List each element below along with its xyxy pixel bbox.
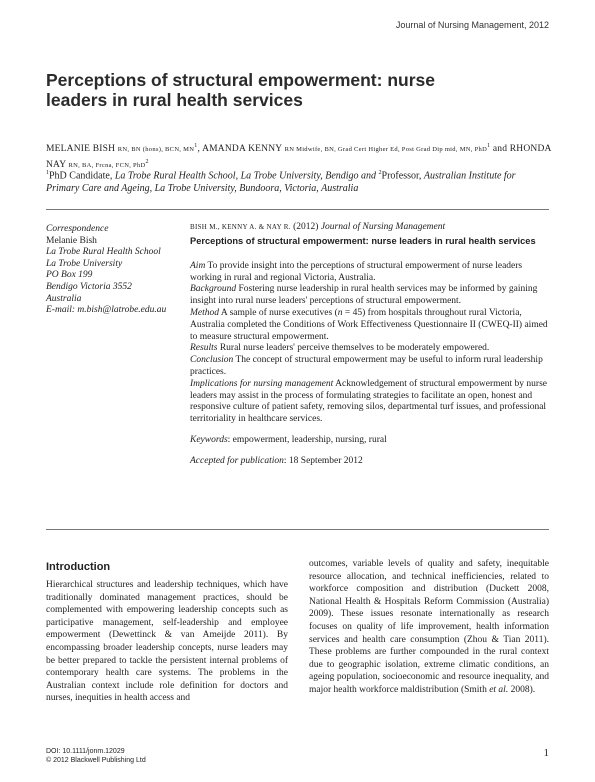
correspondence-line: Bendigo Victoria 3552 bbox=[46, 281, 132, 292]
citation-authors: BISH M., KENNY A. & NAY R. bbox=[190, 223, 291, 231]
abstract-results bbox=[190, 343, 550, 355]
section-label: Implications for nursing management bbox=[190, 378, 334, 389]
accepted-date bbox=[190, 456, 550, 468]
abstract-background bbox=[190, 284, 550, 308]
doi: DOI: 10.1111/jonm.12029 bbox=[46, 748, 125, 755]
divider bbox=[46, 529, 549, 530]
abstract-method bbox=[190, 308, 550, 343]
affiliation-institution: La Trobe Rural Health School, La Trobe University, Bendigo and bbox=[114, 170, 379, 182]
section-label: Results bbox=[190, 343, 218, 354]
abstract-title: Perceptions of structural empowerment: nurse leaders in rural health services bbox=[190, 235, 536, 246]
citation-year: (2012) bbox=[293, 222, 319, 232]
page-number: 1 bbox=[543, 747, 549, 759]
affiliation-marker: 2 bbox=[378, 170, 382, 176]
correspondence-heading: Correspondence bbox=[46, 224, 109, 234]
abstract-conclusion bbox=[190, 355, 550, 379]
affiliation-role: Professor, bbox=[381, 170, 424, 182]
abstract-body bbox=[190, 261, 550, 426]
affiliation-marker: 1 bbox=[194, 143, 198, 149]
author-name: AMANDA KENNY bbox=[202, 144, 282, 155]
section-label: Conclusion bbox=[190, 355, 234, 366]
author-credentials: RN Midwife, BN, Grad Cert Higher Ed, Post Grad Dip mid, MN, PhD bbox=[284, 146, 488, 154]
affiliation-marker: 2 bbox=[145, 159, 149, 166]
author-conjunction: and bbox=[492, 144, 508, 155]
body-column-right bbox=[309, 558, 549, 697]
abstract-aim bbox=[190, 261, 550, 285]
correspondence-line: PO Box 199 bbox=[46, 270, 93, 281]
correspondence-line: Australia bbox=[46, 293, 82, 304]
keywords bbox=[190, 435, 550, 447]
author-name: MELANIE BISH bbox=[46, 144, 116, 155]
author-credentials: RN, BN (hons), BCN, MN bbox=[117, 146, 195, 154]
section-text: A sample of nurse executives ( bbox=[220, 307, 338, 318]
keywords-label: Keywords bbox=[190, 434, 228, 445]
abstract-implications bbox=[190, 379, 550, 426]
section-text: = 45) from hospitals throughout rural Victoria, Australia completed the Conditions of Work Effectiveness Questionnaire II (CWEQ-II) aimed to measure structural empowerment. bbox=[190, 307, 548, 342]
section-text: Acknowledgement of structural empowerment by nurse leaders may assist in the process of formulating strategies to facilitate an open, honest and responsive culture of patient safety, removing silos, departmental turf issues, and professional territoriality in healthcare services. bbox=[190, 378, 547, 425]
accepted-text: : 18 September 2012 bbox=[283, 455, 363, 466]
affiliation-marker: 1 bbox=[46, 170, 49, 176]
affiliations bbox=[46, 167, 546, 195]
accepted-label: Accepted for publication bbox=[190, 455, 284, 466]
body-text: 2008). bbox=[508, 684, 536, 695]
correspondence-line: Melanie Bish bbox=[46, 235, 97, 246]
citation bbox=[190, 222, 550, 234]
affiliation-marker: 1 bbox=[487, 143, 491, 149]
body-text-italic: et al. bbox=[489, 684, 509, 695]
abstract bbox=[190, 222, 550, 468]
section-text: The concept of structural empowerment may be useful to inform rural leadership practices. bbox=[190, 355, 543, 377]
footer bbox=[46, 747, 146, 765]
affiliation-institution: Australian Institute for Primary Care and Ageing, La Trobe University, Bundoora, Victoria, Australia bbox=[46, 170, 516, 194]
affiliation-role: PhD Candidate, bbox=[49, 170, 115, 182]
section-text: Fostering nurse leadership in rural health services may be informed by gaining insight into rural nurse leaders' perceptions of structural empowerment. bbox=[190, 284, 538, 307]
section-heading-introduction: Introduction bbox=[46, 561, 111, 573]
author-name: RHONDA NAY bbox=[46, 144, 552, 171]
correspondence-line: La Trobe University bbox=[46, 258, 123, 269]
correspondence-line: La Trobe Rural Health School bbox=[46, 247, 161, 258]
copyright: © 2012 Blackwell Publishing Ltd bbox=[46, 757, 146, 764]
sample-size-symbol: n bbox=[337, 307, 343, 318]
body-text: outcomes, variable levels of quality and safety, inequitable resource allocation, and technical inefficiencies, related to workforce composition and distribution (Duckett 2008, National Health & Hospitals Reform Commission (Australia) 2009). These issues resonate internationally as research focuses on quality of life improvement, health information services and health care consumption (Zhou & Tian 2011). These problems are further compounded in the rural context due to geographic isolation, extreme climatic conditions, an ageing population, socioeconomic and resource inequality, and major health workforce maldistribution (Smith bbox=[309, 559, 549, 695]
correspondence-email: E-mail: m.bish@latrobe.edu.au bbox=[46, 305, 167, 316]
keywords-text: : empowerment, leadership, nursing, rural bbox=[227, 434, 387, 445]
journal-header: Journal of Nursing Management, 2012 bbox=[395, 20, 549, 30]
citation-journal: Journal of Nursing Management bbox=[320, 222, 446, 232]
section-label: Background bbox=[190, 284, 237, 295]
section-label: Aim bbox=[190, 260, 206, 271]
divider bbox=[46, 209, 549, 210]
author-list: MELANIE BISH RN, BN (hons), BCN, $MN^1$, AMANDA KENNY RN Midwife, BN, Grad Cert Higher Ed, Post Grad Dip mid, MN, PhD$^1$ and RHONDA NAY RN, BA, Frcna, FCN, PhD$^2$ bbox=[46, 143, 552, 171]
author-credentials: RN, BA, Frcna, FCN, PhD bbox=[68, 162, 146, 170]
section-text: To provide insight into the perceptions of structural empowerment of nurse leaders working in rural and regional Victoria, Australia. bbox=[190, 260, 523, 283]
section-text: Rural nurse leaders' perceive themselves to be moderately empowered. bbox=[219, 343, 490, 354]
body-column-left: Hierarchical structures and leadership techniques, which have traditionally dominated management practices, should be complemented with empowering leadership concepts such as participative management, self-leadership and employee empowerment (Dewettinck & van Ameijde 2011). By encompassing broader leadership concepts, nurse leaders may be better prepared to tackle the persistent internal problems of contemporary health care systems. The problems in the Australian context include role definition for doctors and nurses, inequities in health access and bbox=[46, 580, 288, 704]
correspondence-block bbox=[46, 224, 176, 317]
section-label: Method bbox=[190, 307, 220, 318]
article-title: Perceptions of structural empowerment: nurse leaders in rural health services bbox=[46, 70, 435, 110]
